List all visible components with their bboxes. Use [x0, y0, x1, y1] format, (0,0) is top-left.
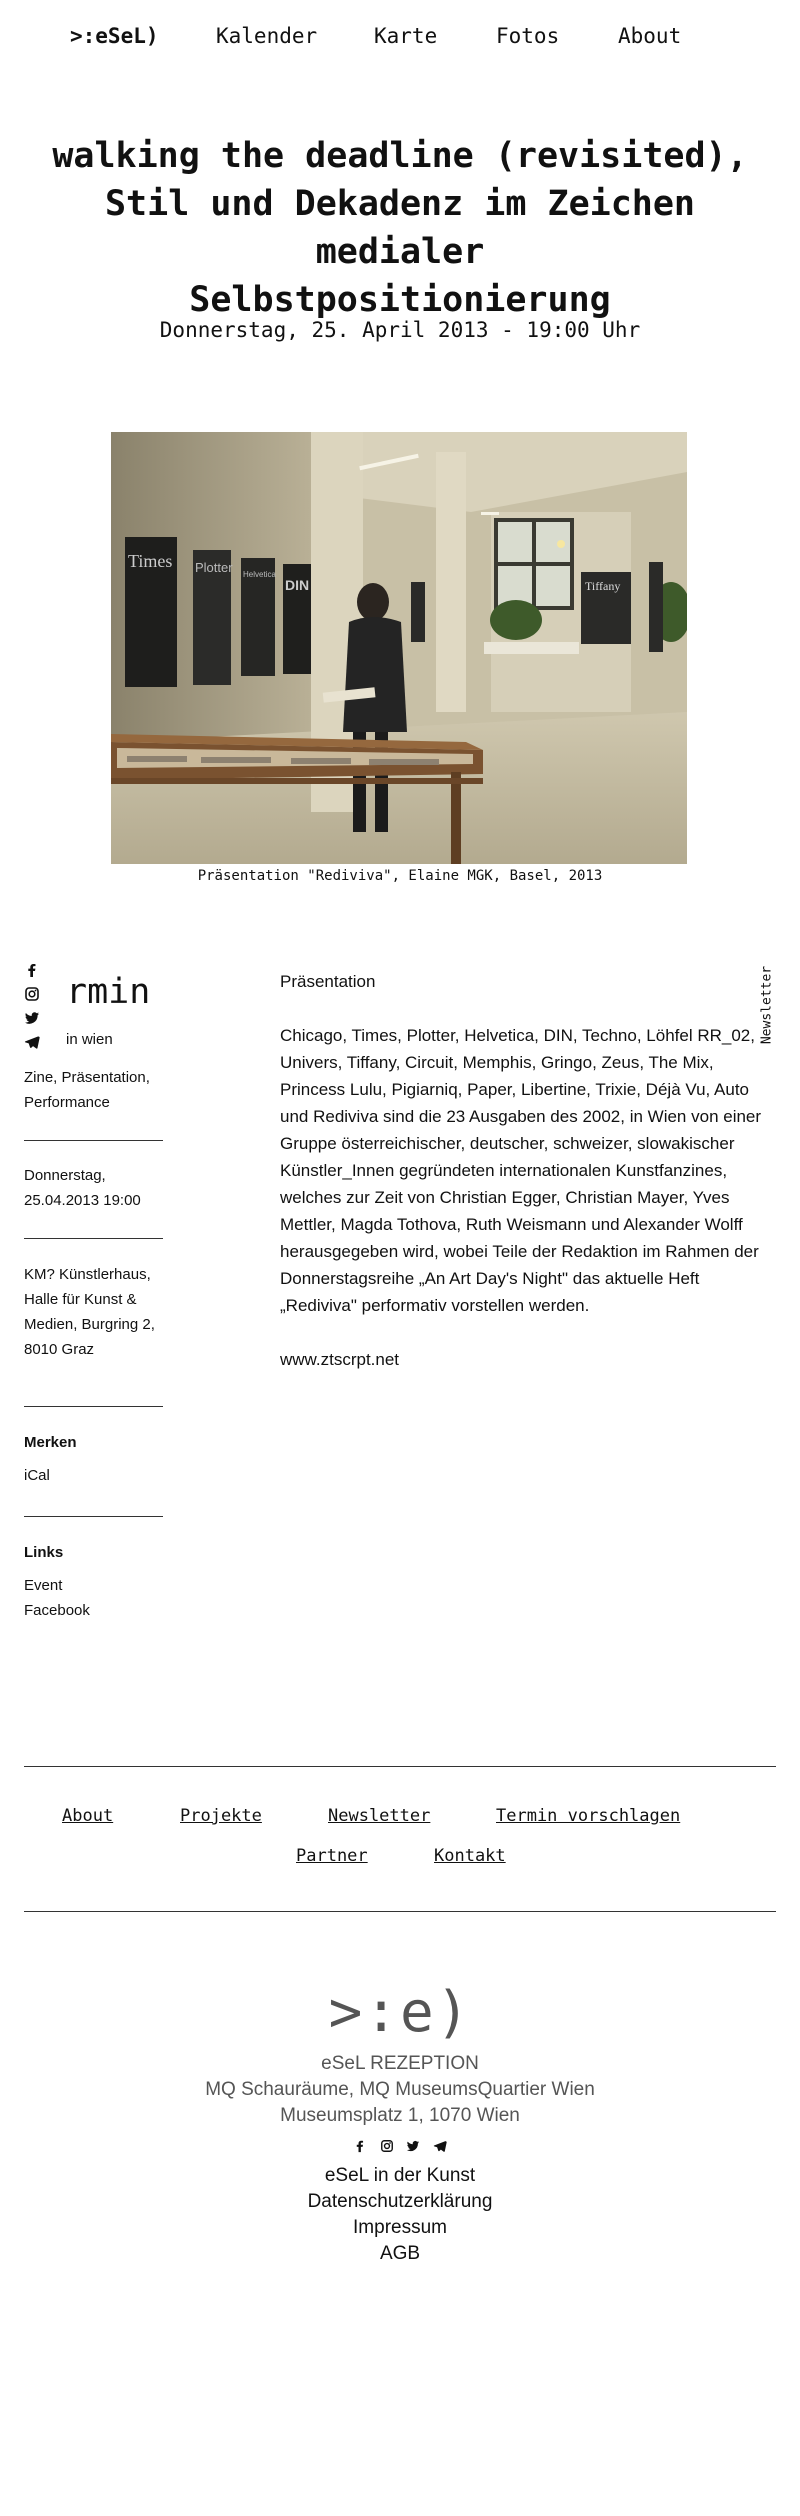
share-icons [24, 962, 44, 1058]
merken-label: Merken [24, 1434, 77, 1451]
footer-link-datenschutz[interactable]: Datenschutzerklärung [307, 2191, 493, 2212]
footer-link-about[interactable]: About [62, 1806, 114, 1826]
footer-link-termin-vorschlagen[interactable]: Termin vorschlagen [496, 1806, 681, 1826]
divider [24, 1140, 163, 1141]
merken-section [24, 1430, 164, 1488]
footer-divider-bottom [24, 1911, 776, 1912]
poster-label-din: DIN [285, 577, 310, 593]
event-title-line-2: Stil und Dekadenz im Zeichen medialer [104, 184, 695, 272]
event-date: Donnerstag, 25. April 2013 - 19:00 Uhr [159, 318, 641, 342]
footer-link-impressum[interactable]: Impressum [353, 2217, 447, 2238]
facebook-icon[interactable] [24, 962, 40, 978]
nav-item-karte[interactable]: Karte [374, 24, 438, 48]
site-logo[interactable]: >:eSeL) [70, 24, 159, 48]
event-datetime-value: 25.04.2013 19:00 [24, 1192, 141, 1209]
footer-social-icons [0, 2139, 800, 2157]
ical-link[interactable]: iCal [24, 1467, 50, 1484]
footer-link-kontakt[interactable]: Kontakt [434, 1846, 506, 1866]
photo-caption: Präsentation "Rediviva", Elaine MGK, Basel, 2013 [197, 868, 603, 884]
footer-link-agb[interactable]: AGB [379, 2243, 421, 2264]
links-section [24, 1540, 164, 1623]
event-link[interactable]: Event [24, 1577, 63, 1594]
divider [24, 1406, 163, 1407]
footer-link-esel-in-der-kunst[interactable]: eSeL in der Kunst [324, 2165, 476, 2186]
event-title-line-1: walking the deadline (revisited), [52, 136, 748, 176]
site-footer [0, 1980, 800, 2267]
event-datetime-day: Donnerstag, [24, 1167, 106, 1184]
instagram-icon[interactable] [24, 986, 40, 1002]
event-venue: KM? Künstlerhaus, Halle für Kunst & Medien, Burgring 2, 8010 Graz [24, 1266, 155, 1358]
poster-label-plotter: Plotter [195, 560, 233, 575]
nav-item-fotos[interactable]: Fotos [496, 24, 560, 48]
event-description [280, 965, 780, 1373]
footer-org-name: eSeL REZEPTION [321, 2053, 479, 2074]
event-text: Chicago, Times, Plotter, Helvetica, DIN, Techno, Löhfel RR_02, Univers, Tiffany, Circuit, Memphis, Gringo, Zeus, The Mix, Princess Lulu, Pigiarniq, Paper, Libertine, Trixie, Déjà Vu, Auto und Rediviva sind die 23 Ausgaben des 2002, in Wien von einer Gruppe österreichischer, deutscher, schweizer, slowakischer Künstler_Innen gegründeten internationalen Kunstfanzines, welches zur Zeit von Christian Egger, Christian Mayer, Yves Mettler, Magda Tothova, Ruth Weismann und Alexander Wolff herausgegeben wird, wobei Teile der Redaktion im Rahmen der Donnerstagsreihe „An Art Day's Night" das aktuelle Heft „Rediviva" performativ vorstellen werden. [280, 1026, 762, 1315]
divider [24, 1238, 163, 1239]
location-tag: in wien [66, 1031, 113, 1048]
footer-link-projekte[interactable]: Projekte [180, 1806, 262, 1826]
facebook-link[interactable]: Facebook [24, 1602, 90, 1619]
event-title [20, 132, 780, 324]
poster-label-helvetica: Helvetica [243, 570, 276, 579]
event-photo-image [111, 432, 687, 864]
event-photo [111, 432, 687, 864]
event-title-line-3: Selbstpositionierung [189, 280, 611, 320]
website-link[interactable]: www.ztscrpt.net [280, 1350, 400, 1369]
footer-address-line-2: Museumsplatz 1, 1070 Wien [280, 2105, 520, 2126]
footer-address-line-1: MQ Schauräume, MQ MuseumsQuartier Wien [205, 2079, 595, 2100]
nav-item-kalender[interactable]: Kalender [216, 24, 318, 48]
footer-logo[interactable]: >:e) [328, 1980, 472, 2045]
event-datetime [24, 1163, 164, 1213]
poster-label-times: Times [128, 551, 173, 571]
event-category: Zine, Präsentation, Performance [24, 1069, 150, 1111]
footer-divider-top [24, 1766, 776, 1767]
main-nav [0, 22, 800, 52]
newsletter-tab[interactable] [757, 965, 777, 1045]
newsletter-tab-label: Newsletter [759, 965, 775, 1045]
divider [24, 1516, 163, 1517]
section-heading-termin: rmin [66, 972, 151, 1012]
twitter-icon[interactable] [24, 1010, 40, 1026]
event-type: Präsentation [280, 972, 376, 991]
telegram-icon[interactable] [433, 2139, 447, 2153]
instagram-icon[interactable] [380, 2139, 394, 2153]
footer-links [0, 2163, 800, 2267]
twitter-icon[interactable] [406, 2139, 420, 2153]
poster-label-tiffany: Tiffany [585, 579, 621, 593]
footer-link-partner[interactable]: Partner [296, 1846, 368, 1866]
facebook-icon[interactable] [353, 2139, 367, 2153]
telegram-icon[interactable] [24, 1034, 40, 1050]
footer-link-newsletter[interactable]: Newsletter [328, 1806, 431, 1826]
links-label: Links [24, 1544, 64, 1561]
nav-item-about[interactable]: About [618, 24, 682, 48]
